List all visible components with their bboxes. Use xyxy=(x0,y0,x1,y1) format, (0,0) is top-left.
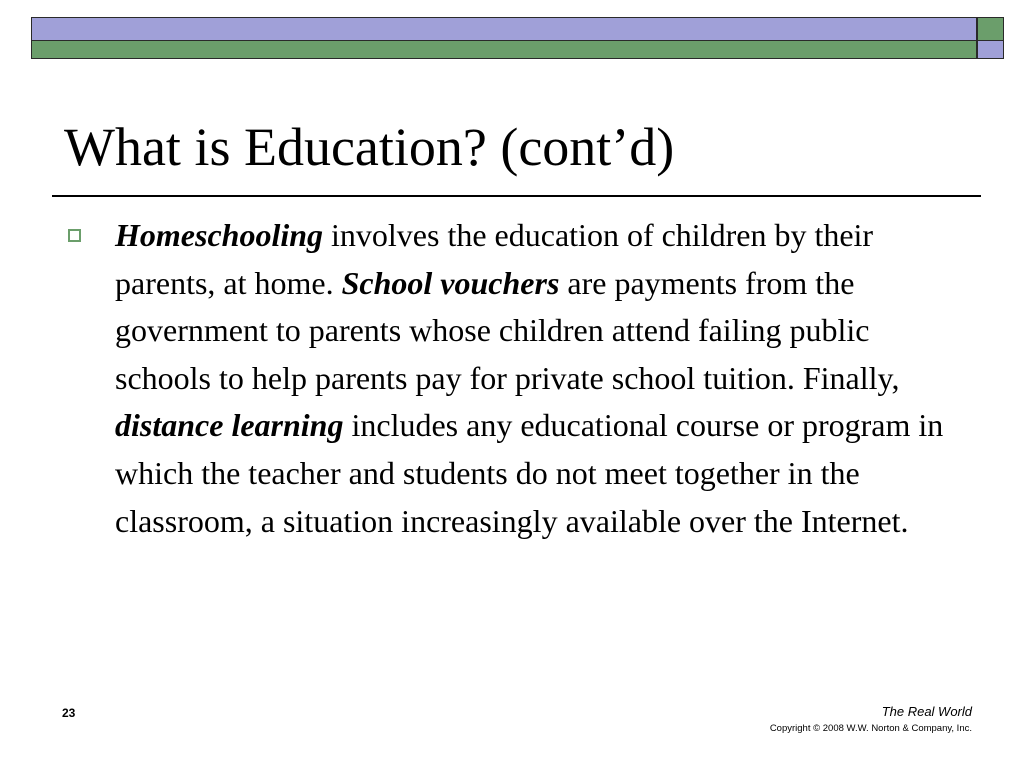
title-divider xyxy=(52,195,981,197)
bullet-item xyxy=(64,212,964,545)
header-bar-green xyxy=(31,40,977,59)
bullet-text-segment: are payments from the government to parents whose children attend failing public schools to help parents pay for private school tuition. Finally, xyxy=(115,264,900,396)
bullet-text-segment: involves the education of children by their parents, at home. xyxy=(115,217,874,301)
term-school-vouchers: School vouchers xyxy=(341,264,560,301)
page-number: 23 xyxy=(62,706,76,720)
header-corner-square-blue xyxy=(977,40,1004,59)
term-homeschooling: Homeschooling xyxy=(115,217,324,253)
footer-copyright: Copyright © 2008 W.W. Norton & Company, Inc. xyxy=(769,723,972,734)
slide-title: What is Education? (cont’d) xyxy=(64,117,675,177)
bullet-text-segment: includes any educational course or program in which the teacher and students do not meet together in the classroom, a situation increasingly available over the Internet. xyxy=(115,407,944,539)
header-corner-square-green xyxy=(977,17,1004,41)
footer-book-title: The Real World xyxy=(881,704,972,719)
bullet-list xyxy=(64,212,964,545)
square-bullet-icon xyxy=(68,229,81,242)
term-distance-learning: distance learning xyxy=(115,407,344,444)
header-bar-blue xyxy=(31,17,977,41)
bullet-text xyxy=(115,212,964,545)
